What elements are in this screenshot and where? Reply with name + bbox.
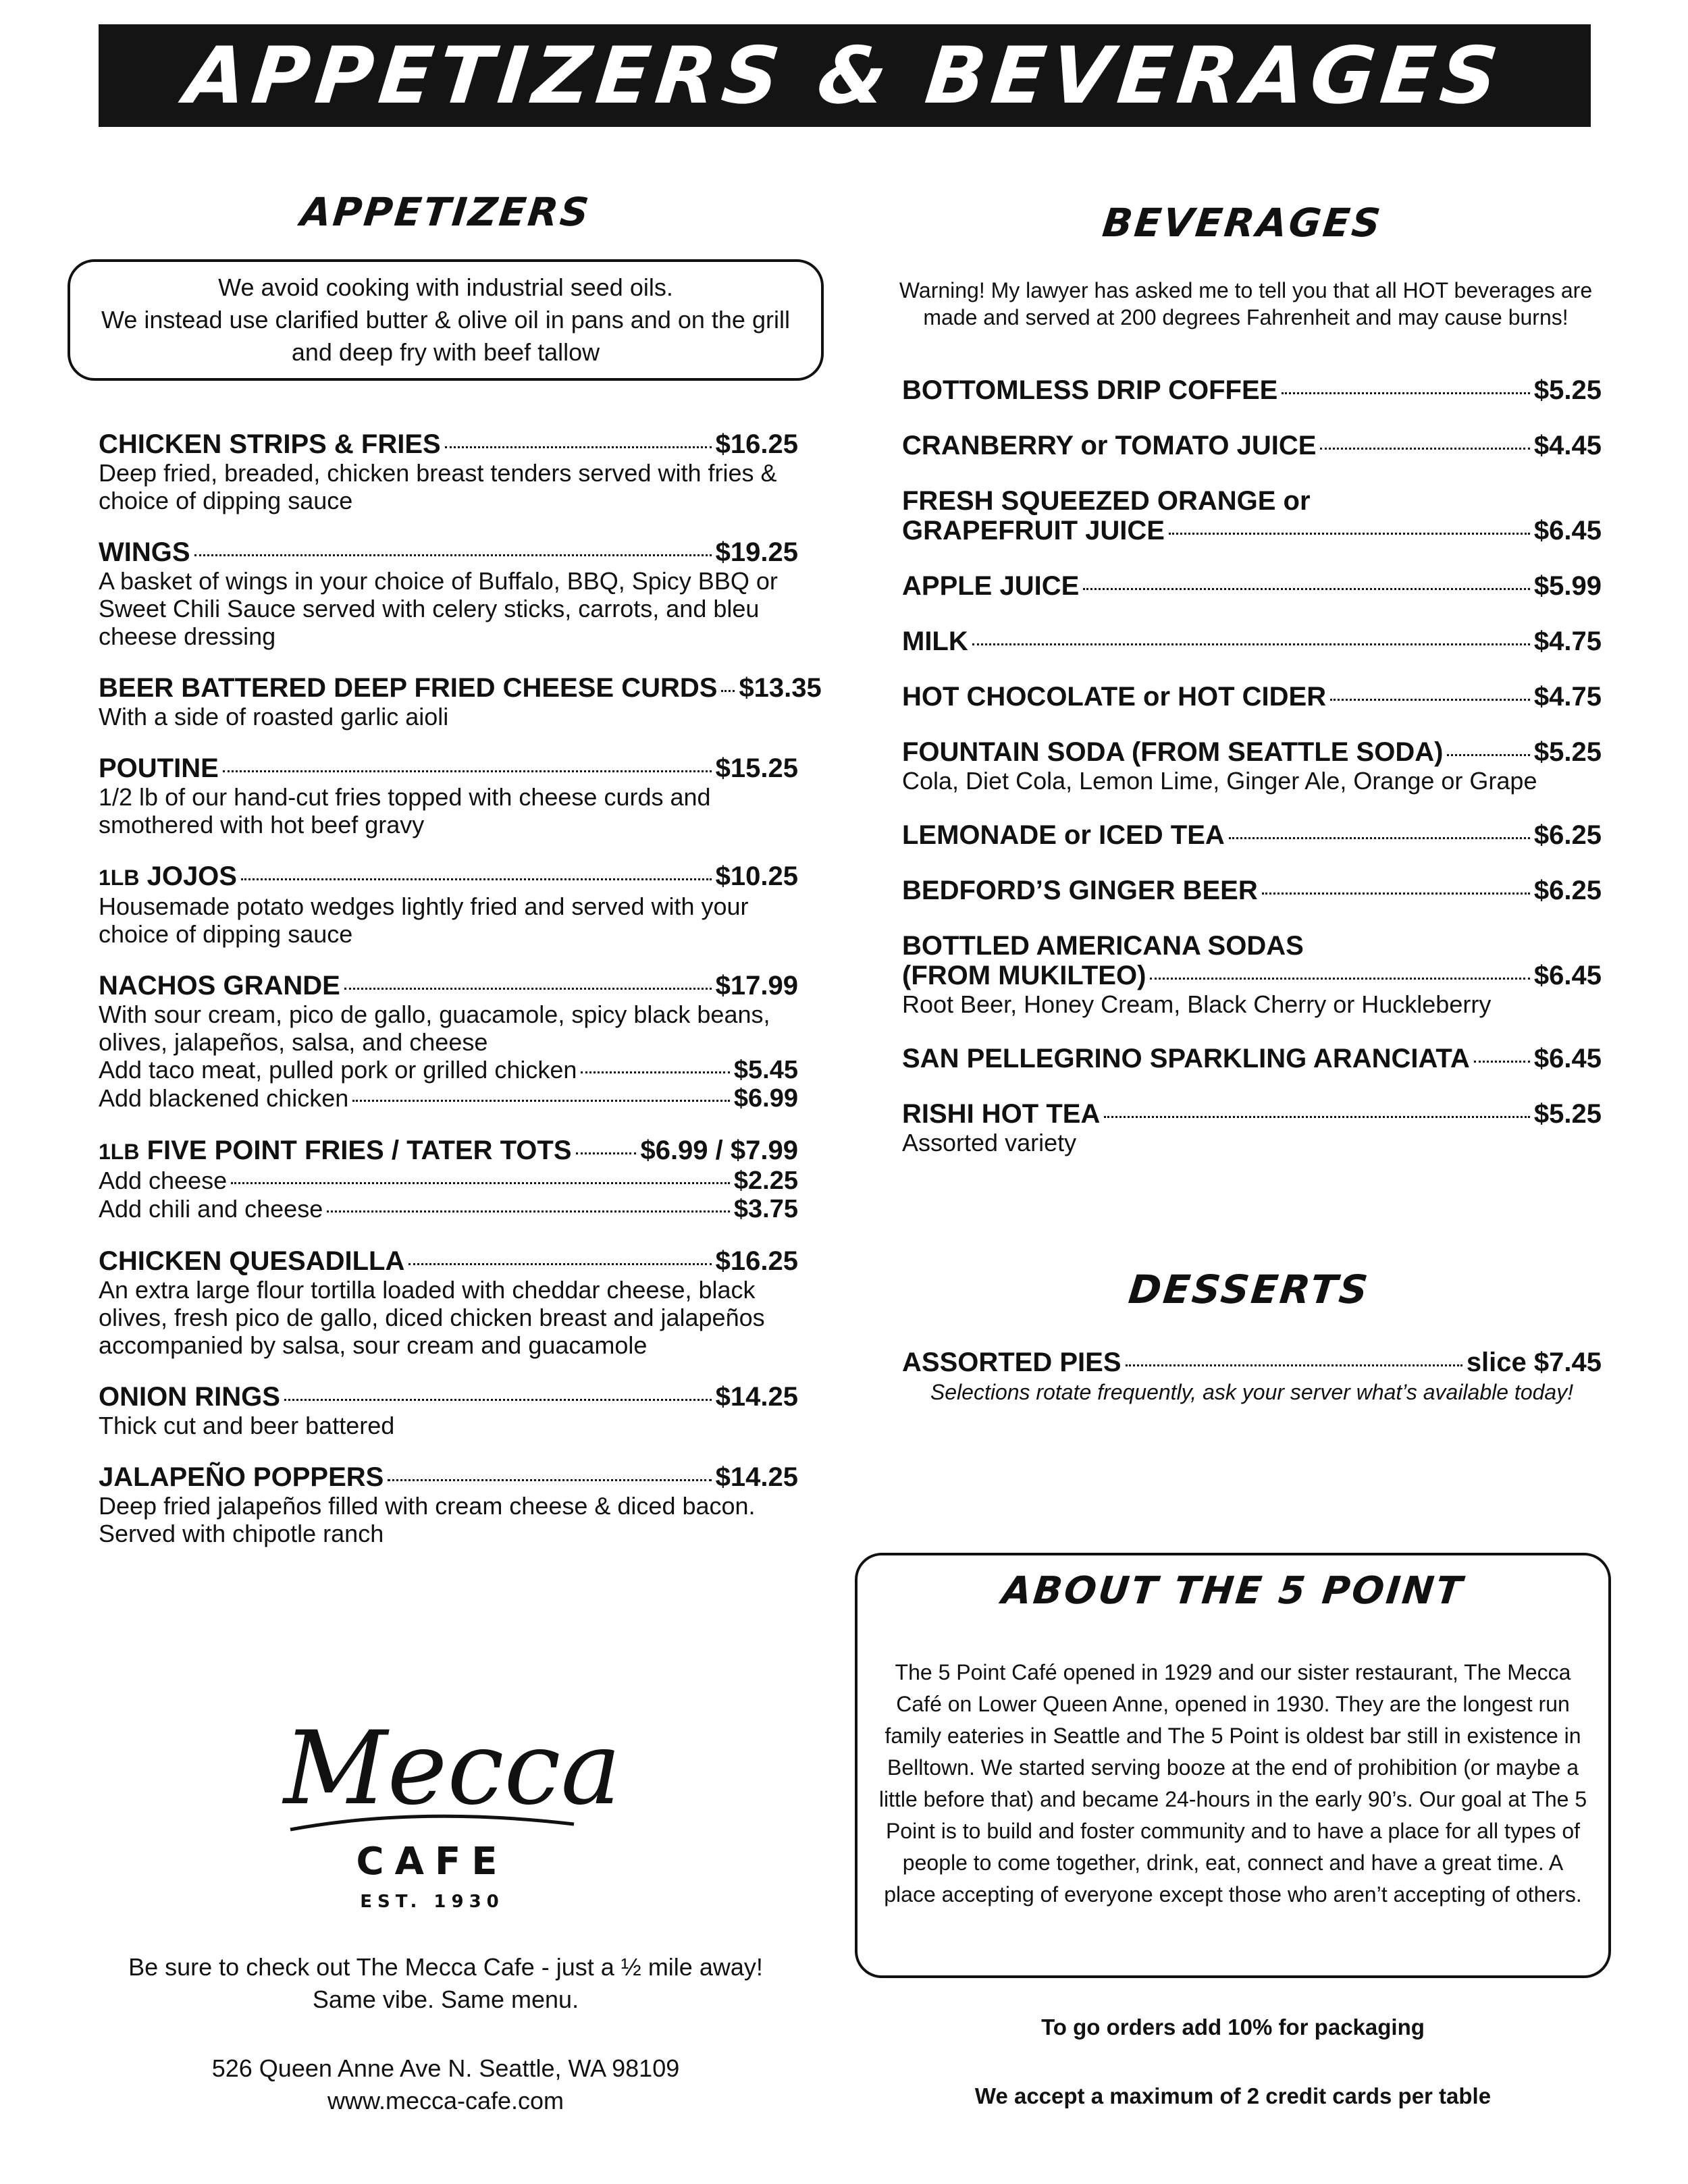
promo-line: Be sure to check out The Mecca Cafe - just a ½ mile away! bbox=[128, 1953, 763, 1981]
item-name: CHICKEN QUESADILLA bbox=[99, 1246, 405, 1276]
addon-price: $5.45 bbox=[733, 1056, 798, 1084]
dot-leader bbox=[1262, 893, 1530, 895]
menu-item bbox=[902, 737, 1602, 795]
logo-word: CAFE bbox=[356, 1840, 508, 1884]
item-prefix: 1LB bbox=[99, 865, 140, 890]
item-name-line: FRESH SQUEEZED ORANGE or bbox=[902, 486, 1311, 516]
notice-line: We avoid cooking with industrial seed oils. bbox=[218, 273, 673, 301]
item-description: Root Beer, Honey Cream, Black Cherry or Huckleberry bbox=[902, 990, 1492, 1018]
item-name: FIVE POINT FRIES / TATER TOTS bbox=[147, 1136, 572, 1165]
item-price: $5.25 bbox=[1533, 1099, 1602, 1129]
dot-leader bbox=[231, 1182, 730, 1184]
dot-leader bbox=[388, 1479, 711, 1481]
notice-line: We instead use clarified butter & olive oil in pans and on the grill bbox=[101, 306, 790, 334]
item-price: $5.25 bbox=[1533, 737, 1602, 767]
notice-line: and deep fry with beef tallow bbox=[291, 338, 600, 366]
menu-item bbox=[902, 627, 1602, 656]
item-description: Thick cut and beer battered bbox=[99, 1412, 395, 1439]
addon-row bbox=[99, 1167, 798, 1195]
item-price: $16.25 bbox=[715, 1246, 798, 1276]
item-price: $13.35 bbox=[739, 673, 822, 703]
dot-leader bbox=[408, 1263, 711, 1265]
menu-item bbox=[99, 753, 798, 838]
addon-row bbox=[99, 1084, 798, 1113]
credit-card-note: We accept a maximum of 2 credit cards per table bbox=[974, 2083, 1492, 2108]
dot-leader bbox=[1104, 1116, 1530, 1118]
item-price: $16.25 bbox=[715, 429, 798, 459]
dot-leader bbox=[1126, 1364, 1462, 1366]
logo-swoosh-icon bbox=[284, 1809, 581, 1836]
item-price: $15.25 bbox=[715, 753, 798, 783]
item-description: Deep fried, breaded, chicken breast tenders served with fries & choice of dipping sauce bbox=[99, 459, 777, 514]
dot-leader bbox=[576, 1152, 637, 1154]
dot-leader bbox=[1330, 699, 1530, 701]
item-price: $4.75 bbox=[1533, 682, 1602, 712]
addon-price: $3.75 bbox=[733, 1195, 798, 1223]
dot-leader bbox=[1320, 448, 1529, 450]
item-name: BOTTOMLESS DRIP COFFEE bbox=[902, 375, 1278, 405]
menu-item bbox=[99, 1246, 798, 1359]
item-price: $6.25 bbox=[1533, 820, 1602, 850]
item-price: $6.99 / $7.99 bbox=[640, 1136, 798, 1165]
item-price: $6.45 bbox=[1533, 961, 1602, 990]
dot-leader bbox=[1169, 533, 1530, 535]
menu-item bbox=[902, 1099, 1602, 1156]
item-name: FOUNTAIN SODA (FROM SEATTLE SODA) bbox=[902, 737, 1444, 767]
menu-item bbox=[99, 429, 798, 514]
addon-label: Add cheese bbox=[99, 1167, 228, 1194]
addon-row bbox=[99, 1195, 798, 1223]
menu-item bbox=[902, 682, 1602, 712]
menu-item bbox=[99, 537, 798, 650]
dot-leader bbox=[581, 1071, 730, 1073]
addon-price: $6.99 bbox=[733, 1084, 798, 1113]
mecca-promo bbox=[68, 1951, 824, 2016]
dot-leader bbox=[721, 690, 735, 692]
item-description: Cola, Diet Cola, Lemon Lime, Ginger Ale, Orange or Grape bbox=[902, 767, 1537, 795]
item-name: ASSORTED PIES bbox=[902, 1348, 1122, 1377]
dot-leader bbox=[241, 878, 712, 880]
addon-row bbox=[99, 1056, 798, 1084]
item-description: Housemade potato wedges lightly fried and served with your choice of dipping sauce bbox=[99, 893, 749, 948]
item-price: $14.25 bbox=[715, 1382, 798, 1412]
item-description: Assorted variety bbox=[902, 1129, 1077, 1156]
dot-leader bbox=[445, 446, 712, 448]
website-link[interactable]: www.mecca-cafe.com bbox=[327, 2087, 564, 2114]
item-description: An extra large flour tortilla loaded with cheddar cheese, black olives, fresh pico de gallo, diced chicken breast and jalapeños accompanied by salsa, sour cream and guacamole bbox=[99, 1276, 765, 1359]
page-title: APPETIZERS & BEVERAGES bbox=[181, 30, 1508, 122]
item-name: NACHOS GRANDE bbox=[99, 971, 340, 1001]
menu-item bbox=[99, 971, 798, 1113]
hot-beverage-warning: Warning! My lawyer has asked me to tell you that all HOT beverages are made and served at 200 degrees Fahrenheit and may cause burns! bbox=[899, 278, 1593, 329]
item-price: $14.25 bbox=[715, 1462, 798, 1492]
menu-item bbox=[902, 931, 1602, 1018]
item-description: A basket of wings in your choice of Buffalo, BBQ, Spicy BBQ or Sweet Chili Sauce served with celery sticks, carrots, and bleu cheese dressing bbox=[99, 567, 778, 650]
item-price: $5.99 bbox=[1533, 571, 1602, 601]
item-name: GRAPEFRUIT JUICE bbox=[902, 516, 1165, 545]
dot-leader bbox=[327, 1210, 730, 1213]
item-name: WINGS bbox=[99, 537, 190, 567]
item-price: $5.25 bbox=[1533, 375, 1602, 405]
mecca-cafe-logo bbox=[284, 1710, 621, 1917]
item-price: slice $7.45 bbox=[1466, 1348, 1602, 1377]
dot-leader bbox=[1282, 392, 1530, 394]
item-name: CHICKEN STRIPS & FRIES bbox=[99, 429, 441, 459]
seed-oil-notice bbox=[68, 259, 824, 381]
beverages-list bbox=[902, 375, 1602, 1182]
menu-item bbox=[902, 820, 1602, 850]
dot-leader bbox=[1474, 1061, 1530, 1063]
dot-leader bbox=[1447, 754, 1529, 756]
item-price: $6.45 bbox=[1533, 1044, 1602, 1073]
dot-leader bbox=[344, 988, 712, 990]
dessert-note: Selections rotate frequently, ask your server what’s available today! bbox=[930, 1380, 1574, 1404]
desserts-heading: DESSERTS bbox=[1126, 1267, 1372, 1312]
item-name: CRANBERRY or TOMATO JUICE bbox=[902, 431, 1317, 460]
item-name: ONION RINGS bbox=[99, 1382, 280, 1412]
item-name-line: BOTTLED AMERICANA SODAS bbox=[902, 931, 1304, 961]
dot-leader bbox=[284, 1399, 712, 1401]
appetizers-heading: APPETIZERS bbox=[298, 189, 593, 235]
item-prefix: 1LB bbox=[99, 1140, 140, 1164]
dot-leader bbox=[352, 1100, 730, 1102]
menu-item bbox=[902, 876, 1602, 905]
promo-line: Same vibe. Same menu. bbox=[312, 1986, 579, 2013]
item-name: RISHI HOT TEA bbox=[902, 1099, 1101, 1129]
item-name: HOT CHOCOLATE or HOT CIDER bbox=[902, 682, 1327, 712]
menu-item bbox=[902, 1044, 1602, 1073]
item-description: With a side of roasted garlic aioli bbox=[99, 703, 449, 730]
item-name: JOJOS bbox=[147, 861, 237, 891]
item-name: (FROM MUKILTEO) bbox=[902, 961, 1146, 990]
item-description: 1/2 lb of our hand-cut fries topped with cheese curds and smothered with hot beef gravy bbox=[99, 783, 711, 838]
addon-price: $2.25 bbox=[733, 1167, 798, 1195]
item-price: $17.99 bbox=[715, 971, 798, 1001]
about-box bbox=[855, 1553, 1611, 1978]
dot-leader bbox=[1150, 978, 1529, 980]
item-name: LEMONADE or ICED TEA bbox=[902, 820, 1225, 850]
dot-leader bbox=[194, 554, 712, 556]
item-name: JALAPEÑO POPPERS bbox=[99, 1462, 384, 1492]
logo-established: EST. 1930 bbox=[360, 1892, 504, 1912]
logo-script: Mecca bbox=[284, 1710, 621, 1828]
item-name: POUTINE bbox=[99, 753, 219, 783]
beverages-heading: BEVERAGES bbox=[1100, 200, 1385, 246]
address: 526 Queen Anne Ave N. Seattle, WA 98109 bbox=[211, 2054, 680, 2082]
item-description: With sour cream, pico de gallo, guacamole, spicy black beans, olives, jalapeños, salsa, and cheese bbox=[99, 1001, 770, 1056]
menu-item bbox=[902, 375, 1602, 405]
item-price: $10.25 bbox=[715, 861, 798, 891]
dot-leader bbox=[1083, 588, 1530, 590]
dot-leader bbox=[972, 643, 1530, 645]
addon-label: Add taco meat, pulled pork or grilled chicken bbox=[99, 1056, 577, 1084]
menu-item bbox=[99, 1462, 798, 1547]
item-name: BEDFORD’S GINGER BEER bbox=[902, 876, 1258, 905]
menu-item bbox=[99, 1136, 798, 1223]
appetizers-list bbox=[99, 429, 822, 1570]
item-name: APPLE JUICE bbox=[902, 571, 1080, 601]
menu-item bbox=[99, 673, 822, 730]
item-price: $6.45 bbox=[1533, 516, 1602, 545]
addon-label: Add blackened chicken bbox=[99, 1084, 349, 1112]
about-heading: ABOUT THE 5 POINT bbox=[999, 1569, 1467, 1613]
about-text: The 5 Point Café opened in 1929 and our sister restaurant, The Mecca Café on Lower Queen Anne, opened in 1930. They are the longest run family eateries in Seattle and The 5 Point is oldest bar still in existence in Belltown. We started serving booze at the end of prohibition (or maybe a little before that) and became 24-hours in the early 90’s. Our goal at The 5 Point is to build and foster community and to have a place for all types of people to come together, drink, eat, connect and have a great time. A place accepting of everyone except those who aren’t accepting of others. bbox=[878, 1660, 1587, 1907]
menu-item bbox=[902, 571, 1602, 601]
togo-note: To go orders add 10% for packaging bbox=[1041, 2015, 1425, 2040]
menu-item bbox=[902, 431, 1602, 460]
menu-item bbox=[902, 486, 1602, 545]
item-price: $19.25 bbox=[715, 537, 798, 567]
addon-label: Add chili and cheese bbox=[99, 1195, 323, 1223]
dot-leader bbox=[1229, 837, 1530, 839]
item-name: BEER BATTERED DEEP FRIED CHEESE CURDS bbox=[99, 673, 718, 703]
item-price: $6.25 bbox=[1533, 876, 1602, 905]
page-banner bbox=[99, 24, 1591, 127]
item-name: MILK bbox=[902, 627, 968, 656]
menu-item bbox=[99, 1382, 798, 1439]
menu-item bbox=[99, 861, 798, 948]
desserts-list bbox=[902, 1348, 1602, 1405]
item-price: $4.75 bbox=[1533, 627, 1602, 656]
item-name: SAN PELLEGRINO SPARKLING ARANCIATA bbox=[902, 1044, 1470, 1073]
dot-leader bbox=[223, 770, 712, 772]
item-description: Deep fried jalapeños filled with cream cheese & diced bacon. Served with chipotle ranch bbox=[99, 1492, 756, 1547]
mecca-contact bbox=[68, 2052, 824, 2117]
item-price: $4.45 bbox=[1533, 431, 1602, 460]
